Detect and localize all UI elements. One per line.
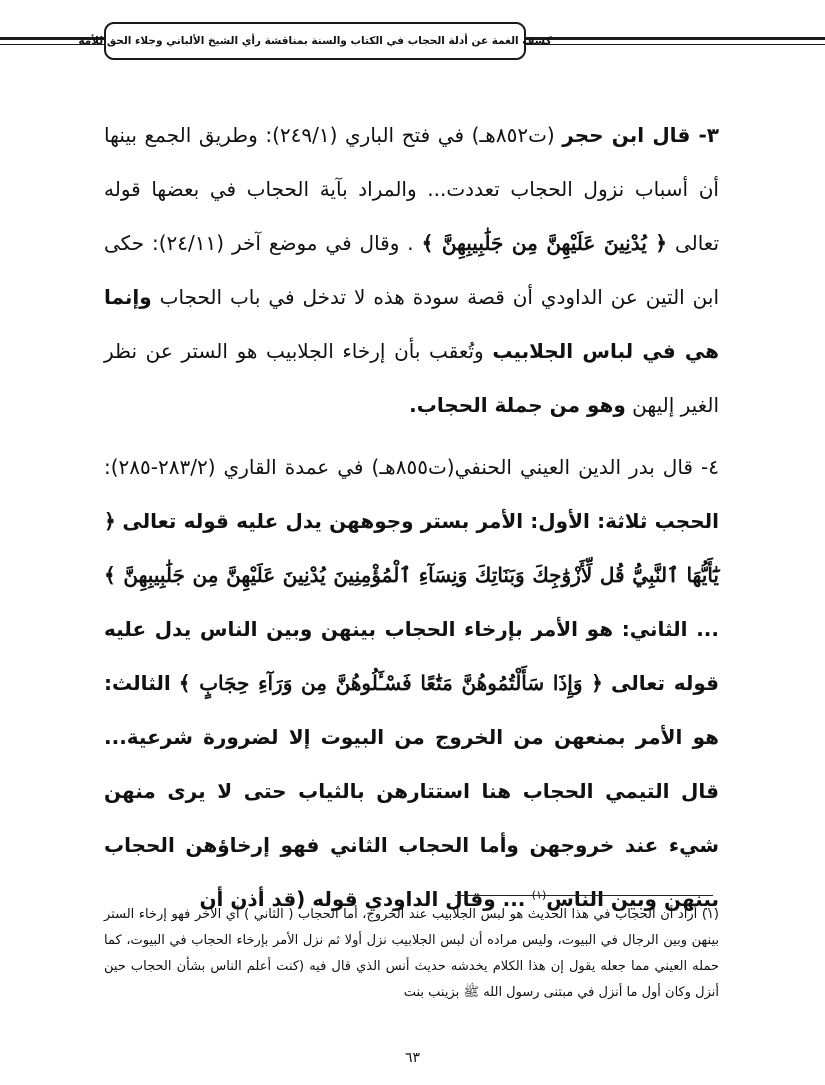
ibn-hajar-text-b: . وقال في موضع آخر (٢٤/١١): حكى ابن التين عن الداودي أن قصة سودة هذه لا تدخل في باب الحجاب — [104, 231, 720, 309]
running-header — [78, 22, 552, 60]
ibn-hajar-text-c: وتُعقب بأن إرخاء الجلابيب هو الستر عن نظر الغير إليهن — [104, 339, 719, 417]
footnote-reference[interactable]: (١) — [531, 888, 547, 902]
paragraph-ibn-hajar — [104, 108, 719, 432]
paragraph-al-ayni — [104, 440, 719, 926]
footnote — [104, 902, 719, 1006]
ibn-hajar-bold-2: وهو من جملة الحجاب. — [409, 393, 626, 417]
al-ayni-bold-2: الثالث: هو الأمر بمنعهن من الخروج من البيوت إلا لضرورة شرعية... قال التيمي الحجاب هنا استتارهن بالثياب حتى لا يرى منهن شيء عند خروجهن وأما الحجاب الثاني فهو إرخاؤهن الحجاب بينهن وبين الناس — [104, 671, 719, 911]
ibn-hajar-bold-1: وإنما هي في لباس الجلابيب — [104, 285, 719, 363]
al-ayni-bold-1: الحجب ثلاثة: الأول: الأمر بستر وجوههن يدل عليه قوله تعالى — [122, 509, 719, 533]
footnote-text: (١) أراد أن الحجاب في هذا الحديث هو لبس الجلابيب عند الخروج، أما الحجاب ( الثاني ) أي الآخر فهو إرخاء الستر بينهن وبين الرجال في البيوت، وليس مراده أن لبس الجلابيب نزل أولا ثم نزل الأمر بإرخاء الحجاب في البيوت، كما حمله العيني مما جعله يقول إن هذا الكلام يخدشه حديث أنس الذي قال فيه (كنت أعلم الناس بشأن الحجاب حين أنزل وكان أول ما أنزل في مبتنى رسول الله ﷺ بزينب بنت — [104, 907, 719, 1000]
al-ayni-text-c: ... وقال الداودي قوله (قد أذن أن — [199, 887, 526, 911]
al-ayni-text-b: ... الثاني: هو الأمر بإرخاء الحجاب بينهن وبين الناس يدل عليه قوله تعالى — [104, 617, 719, 695]
page-body — [104, 108, 719, 926]
ibn-hajar-text-a: (ت٨٥٢هـ) في فتح الباري (٢٤٩/١): وطريق الجمع بينها أن أسباب نزول الحجاب تعددت... والمراد بآية الحجاب في بعضها قوله تعالى — [104, 123, 720, 255]
quran-verse-2: ﴿ يَٰٓأَيُّهَا ٱلنَّبِيُّ قُل لِّأَزْوَٰجِكَ وَبَنَاتِكَ وَنِسَآءِ ٱلْمُؤْمِنِينَ يُدْنِينَ عَلَيْهِنَّ مِن جَلَٰبِيبِهِنَّ ﴾ — [104, 509, 720, 587]
page-number: ٦٣ — [404, 1050, 421, 1066]
footnote-separator — [455, 895, 713, 896]
quran-verse-1: ﴿ يُدْنِينَ عَلَيْهِنَّ مِن جَلَٰبِيبِهِنَّ ﴾ — [421, 231, 668, 255]
ibn-hajar-lead: ٣- قال ابن حجر — [562, 123, 719, 147]
running-header-title: كشف الغمة عن أدلة الحجاب في الكتاب والسنة بمناقشة رأي الشيخ الألباني وجلاء الحق للأمة — [78, 35, 552, 47]
al-ayni-text-a: ٤- قال بدر الدين العيني الحنفي(ت٨٥٥هـ) في عمدة القاري (٢٨٣/٢-٢٨٥): — [104, 455, 719, 479]
quran-verse-3: ﴿ وَإِذَا سَأَلْتُمُوهُنَّ مَتَٰعًا فَسْـَٔلُوهُنَّ مِن وَرَآءِ حِجَابٍ ﴾ — [178, 671, 603, 695]
